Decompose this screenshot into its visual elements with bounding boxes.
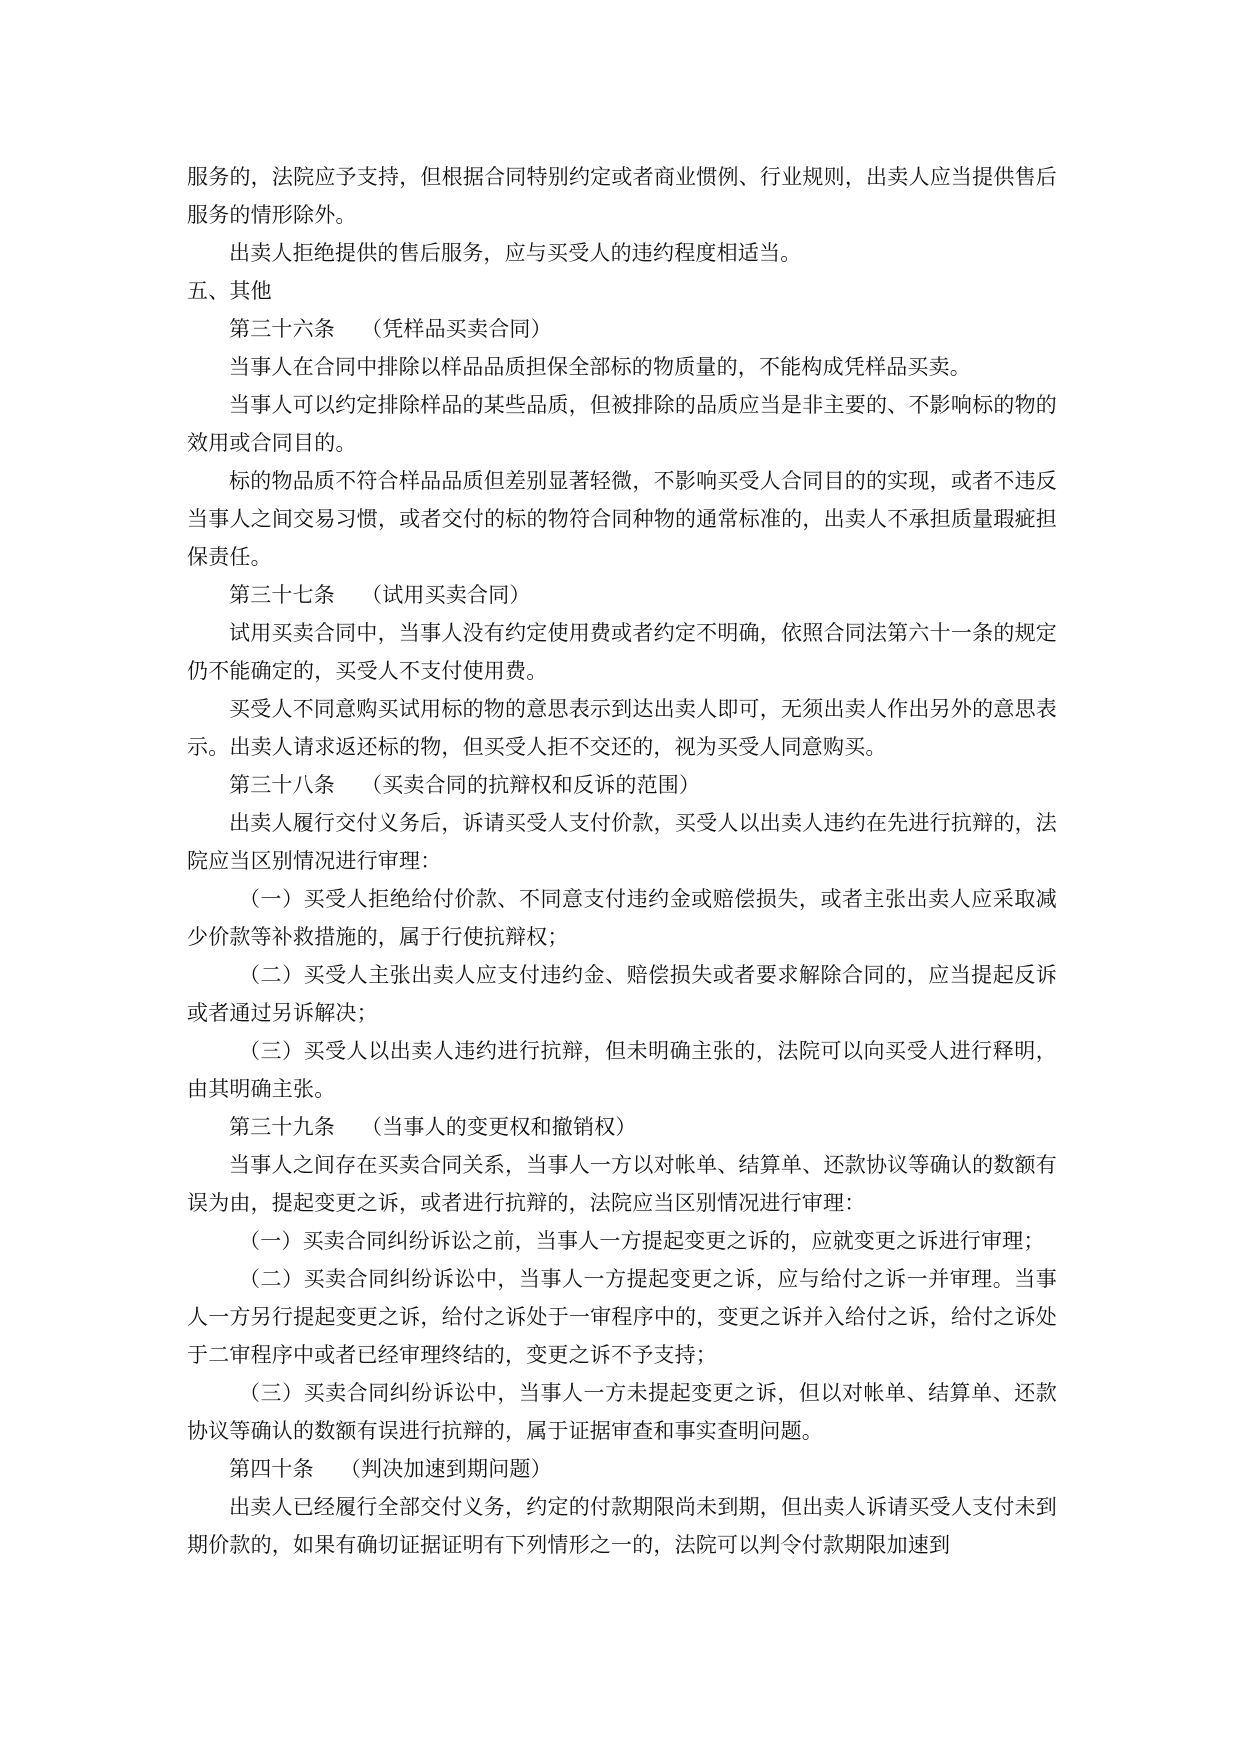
article-number: 第四十条	[229, 1457, 314, 1481]
body-paragraph: 试用买卖合同中，当事人没有约定使用费或者约定不明确，依照合同法第六十一条的规定仍不能确定的，买受人不支付使用费。	[187, 621, 1057, 683]
body-paragraph: 出卖人拒绝提供的售后服务，应与买受人的违约程度相适当。	[229, 241, 802, 265]
list-item-paragraph: （三）买受人以出卖人违约进行抗辩，但未明确主张的，法院可以向买受人进行释明，由其明确主张。	[187, 1039, 1057, 1101]
article-number: 第三十七条	[229, 583, 335, 607]
article-heading	[187, 1108, 1057, 1146]
article-number: 第三十九条	[229, 1115, 335, 1139]
body-paragraph: 服务的，法院应予支持，但根据合同特别约定或者商业惯例、行业规则，出卖人应当提供售后服务的情形除外。	[187, 165, 1057, 227]
body-paragraph: 出卖人已经履行全部交付义务，约定的付款期限尚未到期，但出卖人诉请买受人支付未到期价款的，如果有确切证据证明有下列情形之一的，法院可以判令付款期限加速到	[187, 1495, 1057, 1557]
article-heading	[187, 1450, 1057, 1488]
body-paragraph: 当事人可以约定排除样品的某些品质，但被排除的品质应当是非主要的、不影响标的物的效用或合同目的。	[187, 393, 1057, 455]
article-title: （买卖合同的抗辩权和反诉的范围）	[361, 773, 701, 797]
article-title: （判决加速到期问题）	[339, 1457, 552, 1481]
body-paragraph: 出卖人履行交付义务后，诉请买受人支付价款，买受人以出卖人违约在先进行抗辩的，法院应当区别情况进行审理：	[187, 811, 1057, 873]
article-heading	[187, 310, 1057, 348]
article-heading	[187, 766, 1057, 804]
document-page	[187, 158, 1057, 1564]
body-paragraph: 当事人之间存在买卖合同关系，当事人一方以对帐单、结算单、还款协议等确认的数额有误为由，提起变更之诉，或者进行抗辩的，法院应当区别情况进行审理：	[187, 1153, 1057, 1215]
body-paragraph: 标的物品质不符合样品品质但差别显著轻微，不影响买受人合同目的的实现，或者不违反当事人之间交易习惯，或者交付的标的物符合同种物的通常标准的，出卖人不承担质量瑕疵担保责任。	[187, 469, 1057, 569]
section-heading: 五、其他	[187, 279, 272, 303]
list-item-paragraph: （一）买受人拒绝给付价款、不同意支付违约金或赔偿损失，或者主张出卖人应采取减少价款等补救措施的，属于行使抗辩权；	[187, 887, 1057, 949]
body-paragraph: 买受人不同意购买试用标的物的意思表示到达出卖人即可，无须出卖人作出另外的意思表示。出卖人请求返还标的物，但买受人拒不交还的，视为买受人同意购买。	[187, 697, 1057, 759]
article-title: （当事人的变更权和撤销权）	[361, 1115, 637, 1139]
body-paragraph: 当事人在合同中排除以样品品质担保全部标的物质量的，不能构成凭样品买卖。	[229, 355, 971, 379]
article-title: （试用买卖合同）	[361, 583, 531, 607]
article-title: （凭样品买卖合同）	[361, 317, 552, 341]
list-item-paragraph: （一）买卖合同纠纷诉讼之前，当事人一方提起变更之诉的，应就变更之诉进行审理；	[239, 1229, 1045, 1253]
article-number: 第三十六条	[229, 317, 335, 341]
article-heading	[187, 576, 1057, 614]
article-number: 第三十八条	[229, 773, 335, 797]
list-item-paragraph: （二）买卖合同纠纷诉讼中，当事人一方提起变更之诉，应与给付之诉一并审理。当事人一方另行提起变更之诉，给付之诉处于一审程序中的，变更之诉并入给付之诉，给付之诉处于二审程序中或者已经审理终结的，变更之诉不予支持；	[187, 1267, 1057, 1367]
list-item-paragraph: （三）买卖合同纠纷诉讼中，当事人一方未提起变更之诉，但以对帐单、结算单、还款协议等确认的数额有误进行抗辩的，属于证据审查和事实查明问题。	[187, 1381, 1057, 1443]
list-item-paragraph: （二）买受人主张出卖人应支付违约金、赔偿损失或者要求解除合同的，应当提起反诉或者通过另诉解决；	[187, 963, 1057, 1025]
